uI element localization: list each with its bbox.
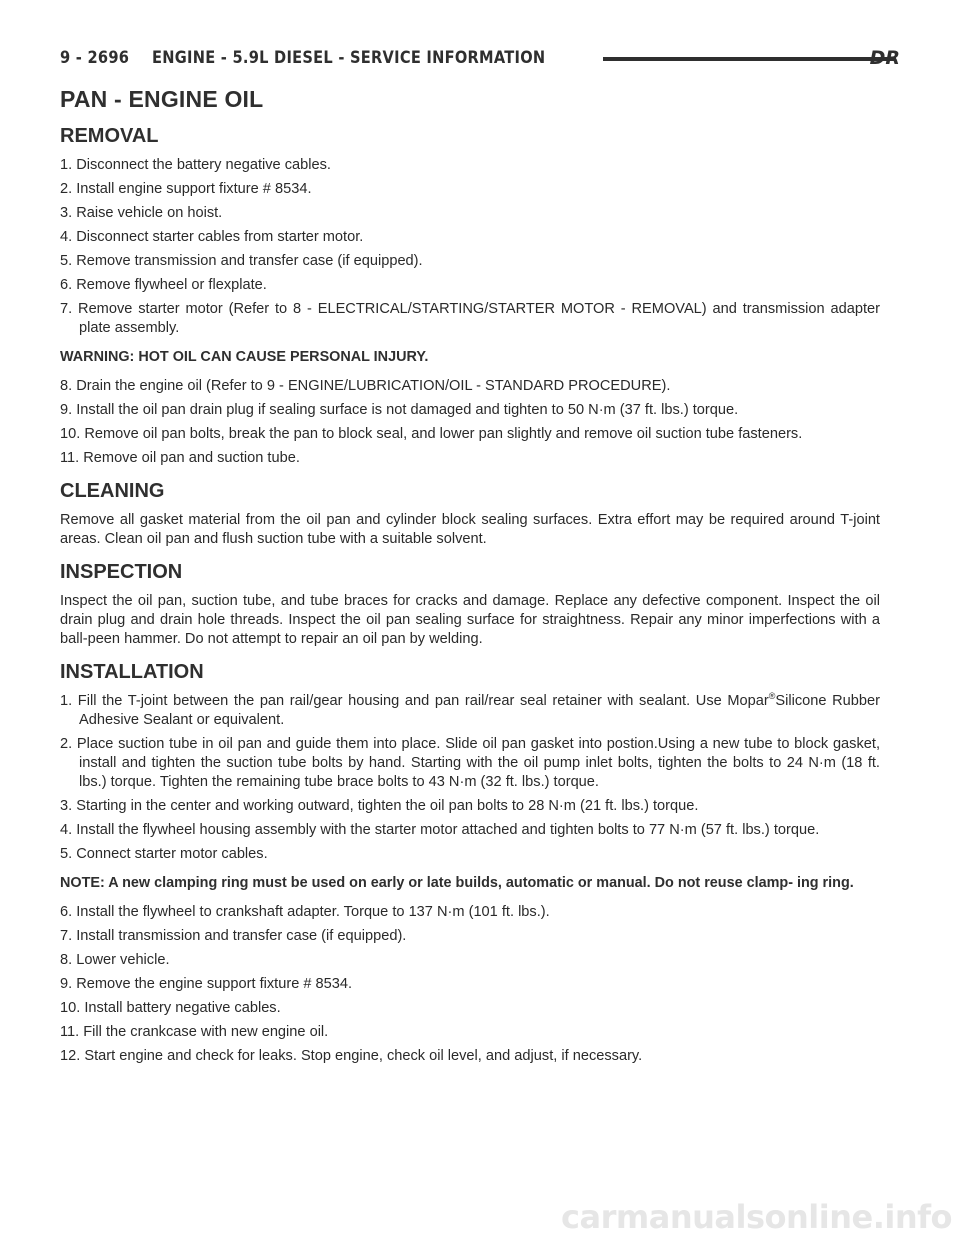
- removal-steps-continued: [60, 377, 880, 468]
- removal-step: 10. Remove oil pan bolts, break the pan to block seal, and lower pan slightly and remove oil suction tube fasteners.: [60, 426, 803, 442]
- installation-step1-text: 1. Fill the T-joint between the pan rail/gear housing and pan rail/rear seal retainer with sealant. Use Mopar: [60, 693, 769, 709]
- installation-step: 8. Lower vehicle.: [60, 952, 170, 968]
- installation-steps: [60, 692, 880, 864]
- header-title: ENGINE - 5.9L DIESEL - SERVICE INFORMATION: [152, 48, 546, 68]
- warning-text: WARNING: HOT OIL CAN CAUSE PERSONAL INJURY.: [60, 349, 429, 365]
- removal-step: 8. Drain the engine oil (Refer to 9 - ENGINE/LUBRICATION/OIL - STANDARD PROCEDURE).: [60, 378, 671, 394]
- installation-step: 2. Place suction tube in oil pan and guide them into place. Slide oil pan gasket into postion.Using a new tube to block gasket, install and tighten the suction tube bolts by hand. Starting with the oil pump inlet bolts, tighten the bolts to 24 N·m (18 ft. lbs.) torque. Tighten the remaining tube brace bolts to 43 N·m (32 ft. lbs.) torque.: [60, 736, 880, 790]
- removal-step: 11. Remove oil pan and suction tube.: [60, 450, 300, 466]
- removal-heading: REMOVAL: [60, 125, 159, 147]
- header-model: DR: [869, 47, 900, 69]
- watermark-text: carmanualsonline.info: [561, 1198, 952, 1236]
- installation-step1-text-cont: Silicone Rubber Adhesive Sealant or equivalent.: [79, 693, 880, 728]
- removal-step: 3. Raise vehicle on hoist.: [60, 205, 223, 221]
- page-header: [60, 44, 900, 74]
- installation-step: 12. Start engine and check for leaks. Stop engine, check oil level, and adjust, if necessary.: [60, 1048, 643, 1064]
- cleaning-text: Remove all gasket material from the oil pan and cylinder block sealing surfaces. Extra effort may be required around T-joint areas. Clean oil pan and flush suction tube with a suitable solvent.: [60, 512, 880, 547]
- removal-steps: [60, 156, 880, 338]
- installation-steps-continued: [60, 903, 880, 1066]
- installation-step: 11. Fill the crankcase with new engine oil.: [60, 1024, 329, 1040]
- removal-step: 4. Disconnect starter cables from starter motor.: [60, 229, 364, 245]
- header-rule: [603, 57, 896, 61]
- page-content: [60, 86, 880, 1071]
- installation-step: 6. Install the flywheel to crankshaft adapter. Torque to 137 N·m (101 ft. lbs.).: [60, 904, 550, 920]
- note-text: NOTE: A new clamping ring must be used on early or late builds, automatic or manual. Do not reuse clamp- ing ring.: [60, 875, 854, 891]
- removal-step: 6. Remove flywheel or flexplate.: [60, 277, 267, 293]
- installation-step: 10. Install battery negative cables.: [60, 1000, 281, 1016]
- removal-step: 9. Install the oil pan drain plug if sealing surface is not damaged and tighten to 50 N·m (37 ft. lbs.) torque.: [60, 402, 739, 418]
- page-title: PAN - ENGINE OIL: [60, 86, 264, 112]
- registered-mark: ®: [768, 691, 776, 702]
- removal-step: 7. Remove starter motor (Refer to 8 - ELECTRICAL/STARTING/STARTER MOTOR - REMOVAL) and transmission adapter plate assembly.: [60, 301, 880, 336]
- inspection-heading: INSPECTION: [60, 561, 183, 583]
- removal-step: 1. Disconnect the battery negative cables.: [60, 157, 331, 173]
- installation-step: 4. Install the flywheel housing assembly with the starter motor attached and tighten bolts to 77 N·m (57 ft. lbs.) torque.: [60, 822, 820, 838]
- installation-step: [60, 692, 880, 730]
- installation-step: 9. Remove the engine support fixture # 8534.: [60, 976, 353, 992]
- removal-step: 5. Remove transmission and transfer case (if equipped).: [60, 253, 423, 269]
- installation-step: 5. Connect starter motor cables.: [60, 846, 268, 862]
- installation-step: 3. Starting in the center and working outward, tighten the oil pan bolts to 28 N·m (21 ft. lbs.) torque.: [60, 798, 699, 814]
- inspection-text: Inspect the oil pan, suction tube, and tube braces for cracks and damage. Replace any defective component. Inspect the oil drain plug and drain hole threads. Inspect the oil pan sealing surface for straightness. Repair any minor imperfections with a ball-peen hammer. Do not attempt to repair an oil pan by welding.: [60, 593, 880, 647]
- installation-heading: INSTALLATION: [60, 661, 204, 683]
- installation-step: 7. Install transmission and transfer case (if equipped).: [60, 928, 407, 944]
- removal-step: 2. Install engine support fixture # 8534.: [60, 181, 312, 197]
- cleaning-heading: CLEANING: [60, 480, 165, 502]
- page-number: 9 - 2696: [60, 48, 130, 68]
